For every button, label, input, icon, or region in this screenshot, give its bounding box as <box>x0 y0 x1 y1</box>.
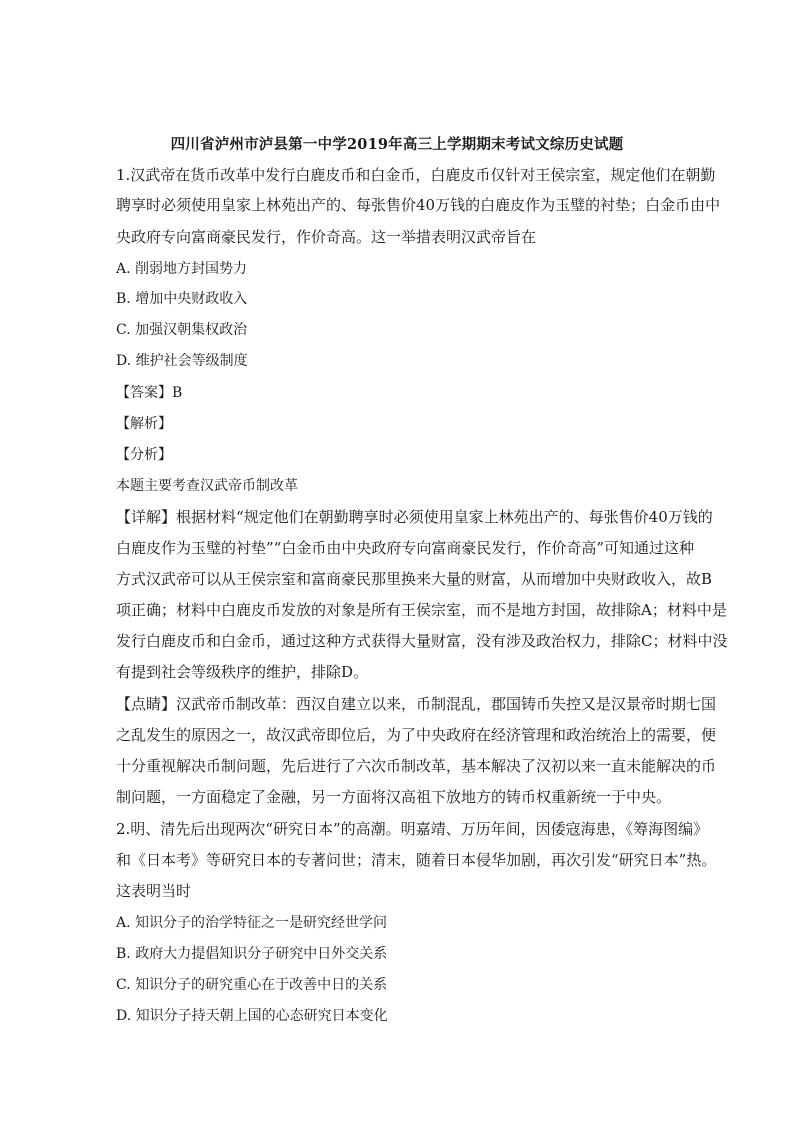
q2-stem-line: 2.明、清先后出现两次“研究日本”的高潮。明嘉靖、万历年间，因倭寇海患，《筹海图编》 <box>116 820 709 838</box>
q1-fenxi-text: 本题主要考查汉武帝币制改革 <box>116 478 298 494</box>
q1-option-b: B. 增加中央财政收入 <box>116 291 248 307</box>
q2-option-b: B. 政府大力提倡知识分子研究中日外交关系 <box>116 946 388 962</box>
q2-stem-line: 这表明当时 <box>116 882 192 900</box>
q2-option-c: C. 知识分子的研究重心在于改善中日的关系 <box>116 977 388 993</box>
q1-detail-line: 白鹿皮作为玉璧的衬垫”“白金币由中央政府专向富商豪民发行，作价奇高”可知通过这种 <box>116 539 695 557</box>
q2-stem-line: 和《日本考》等研究日本的专著问世；清末，随着日本侵华加剧，再次引发“研究日本”热。 <box>116 851 717 869</box>
q1-stem-line: 1.汉武帝在货币改革中发行白鹿皮币和白金币，白鹿皮币仅针对王侯宗室，规定他们在朝勤 <box>116 166 716 184</box>
q1-stem-line: 央政府专向富商豪民发行，作价奇高。这一举措表明汉武帝旨在 <box>116 228 537 246</box>
q2-option-d: D. 知识分子持天朝上国的心态研究日本变化 <box>116 1008 388 1024</box>
document-title: 四川省泸州市泸县第一中学2019年高三上学期期末考试文综历史试题 <box>170 136 624 153</box>
q1-keypoint-line: 【点睛】汉武帝币制改革：西汉自建立以来，币制混乱，郡国铸币失控又是汉景帝时期七国 <box>116 695 717 713</box>
q1-option-c: C. 加强汉朝集权政治 <box>116 322 248 338</box>
q1-keypoint-line: 十分重视解决币制问题，先后进行了六次币制改革，基本解决了汉初以来一直未能解决的币 <box>116 757 717 775</box>
q1-analysis-heading: 【解析】 <box>116 416 172 432</box>
q1-option-a: A. 削弱地方封国势力 <box>116 261 248 277</box>
q1-stem-line: 聘享时必须使用皇家上林苑出产的、每张售价40万钱的白鹿皮作为玉璧的衬垫；白金币由中 <box>116 196 721 214</box>
q2-option-a: A. 知识分子的治学特征之一是研究经世学问 <box>116 915 388 931</box>
q1-option-d: D. 维护社会等级制度 <box>116 353 248 369</box>
q1-answer: 【答案】B <box>116 385 183 401</box>
q1-detail-line: 方式汉武帝可以从王侯宗室和富商豪民那里换来大量的财富，从而增加中央财政收入，故B <box>116 570 713 588</box>
q1-detail-line: 项正确；材料中白鹿皮币发放的对象是所有王侯宗室，而不是地方封国，故排除A；材料中是 <box>116 601 727 619</box>
q1-detail-line: 有提到社会等级秩序的维护，排除D。 <box>116 663 369 681</box>
q1-keypoint-line: 制问题，一方面稳定了金融，另一方面将汉高祖下放地方的铸币权重新统一于中央。 <box>116 788 672 806</box>
q1-detail-line: 发行白鹿皮币和白金币，通过这种方式获得大量财富，没有涉及政治权力，排除C；材料中没 <box>116 632 728 650</box>
q1-detail-line: 【详解】根据材料“规定他们在朝勤聘享时必须使用皇家上林苑出产的、每张售价40万钱的 <box>116 508 713 526</box>
q1-fenxi-heading: 【分析】 <box>116 447 172 463</box>
q1-keypoint-line: 之乱发生的原因之一，故汉武帝即位后，为了中央政府在经济管理和政治统治上的需要，便 <box>116 726 717 744</box>
